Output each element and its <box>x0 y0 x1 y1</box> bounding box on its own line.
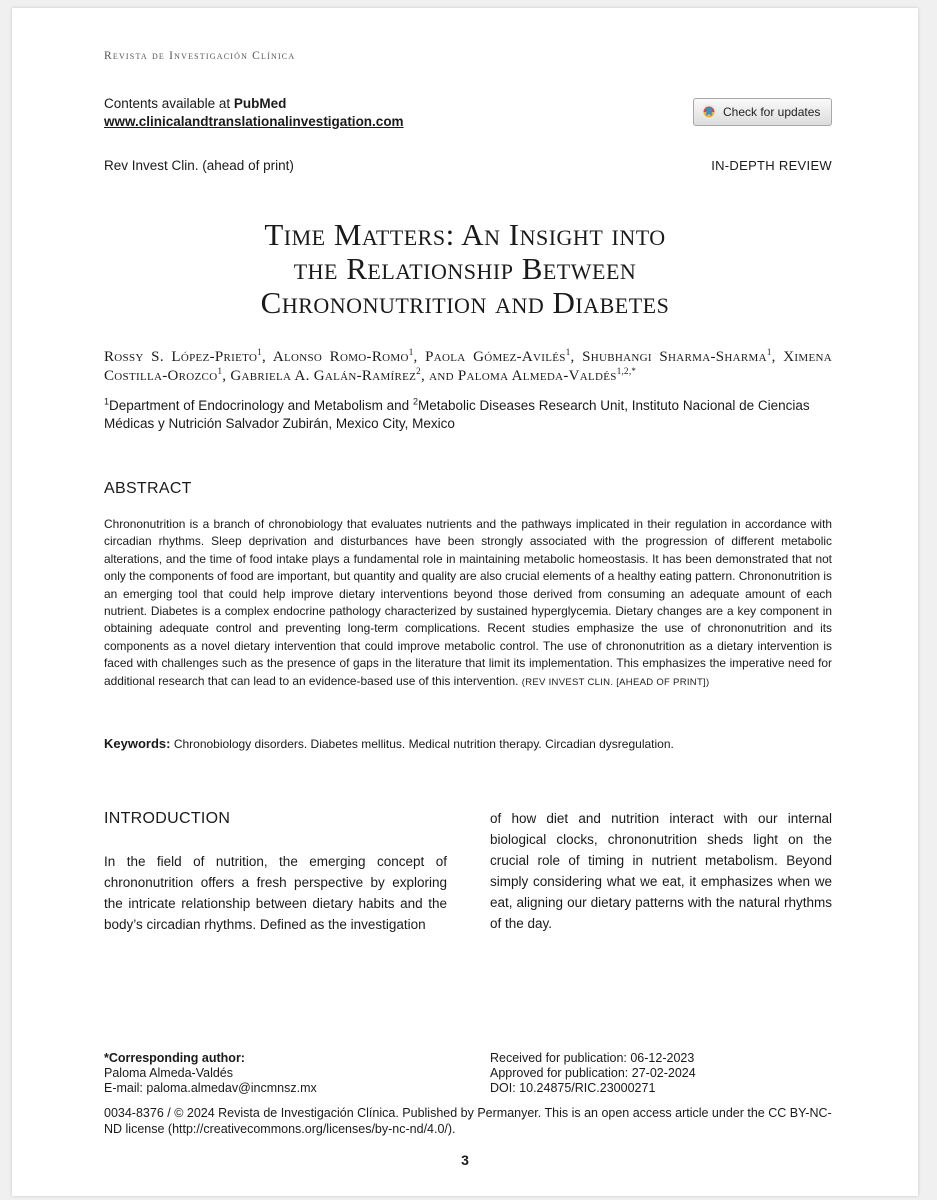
journal-website-link[interactable]: www.clinicalandtranslationalinvestigation.com <box>104 114 404 129</box>
corresponding-author-email[interactable]: E-mail: paloma.almedav@incmnsz.mx <box>104 1081 317 1095</box>
author-list: Rossy S. López-Prieto$^1$, Alonso Romo-Romo$^1$, Paola Gómez-Avilés$^1$, Shubhangi Sharma-Sharma$^1$, Ximena Costilla-Orozco$^1$, Gabriela A. Galán-Ramírez$^2$, and Paloma Almeda-Valdés$^{1,2,*}$ <box>104 347 832 384</box>
author-affiliation-mark: 1 <box>766 347 772 357</box>
author-affiliation-mark: 1 <box>217 366 223 376</box>
author-name: Rossy S. López-Prieto <box>104 349 258 365</box>
keywords <box>104 736 832 751</box>
author-affiliation-mark: 1,2,* <box>616 366 637 376</box>
author-affiliation-mark: 2 <box>416 366 421 376</box>
introduction-heading: INTRODUCTION <box>104 810 231 827</box>
doi[interactable]: DOI: 10.24875/RIC.23000271 <box>490 1081 656 1095</box>
author-name: Paola Gómez-Avilés <box>425 349 566 365</box>
title-line-1: Time Matters: An Insight into <box>264 217 666 252</box>
abstract-body <box>104 516 832 691</box>
abstract-citation-tail: (REV INVEST CLIN. [AHEAD OF PRINT]) <box>521 676 710 688</box>
article-page <box>12 8 918 1196</box>
affiliation-text: Metabolic Diseases Research Unit, Instituto Nacional de Ciencias Médicas y Nutrición Salvador Zubirán, Mexico City, Mexico <box>104 398 810 431</box>
contents-line <box>104 95 404 113</box>
page-number: 3 <box>461 1152 469 1168</box>
article-title <box>12 218 918 320</box>
corresponding-author-name: Paloma Almeda-Valdés <box>104 1066 234 1080</box>
author-affiliation-mark: 1 <box>565 347 571 357</box>
check-for-updates-button[interactable] <box>693 98 832 126</box>
crossmark-icon <box>701 104 717 120</box>
approved-date: Approved for publication: 27-02-2024 <box>490 1066 696 1080</box>
author-name: Paloma Almeda-Valdés <box>457 368 617 384</box>
introduction-left-column: In the field of nutrition, the emerging concept of chrononutrition offers a fresh perspective by exploring the intricate relationship between dietary habits and the body’s circadian rhythms. Defined as the investigation <box>104 854 447 932</box>
author-name: Gabriela A. Galán-Ramírez <box>230 368 417 384</box>
pubmed-link[interactable]: PubMed <box>233 96 287 111</box>
citation-line: Rev Invest Clin. (ahead of print) <box>104 158 294 173</box>
author-affiliation-mark: 1 <box>408 347 414 357</box>
abstract-heading: ABSTRACT <box>104 480 192 497</box>
contents-block <box>104 95 404 131</box>
introduction-right-column: of how diet and nutrition interact with our internal biological clocks, chrononutrition sheds light on the crucial role of timing in nutrient metabolism. Beyond simply considering what we eat, it emphasizes when we eat, aligning our dietary patterns with the natural rhythms of the day. <box>490 811 832 931</box>
affiliations <box>104 397 832 433</box>
affiliation-text: Department of Endocrinology and Metabolism and <box>109 398 413 413</box>
corresponding-author-label: *Corresponding author: <box>104 1051 245 1065</box>
author-affiliation-mark: 1 <box>257 347 263 357</box>
check-for-updates-label: Check for updates <box>723 105 821 119</box>
title-line-3: Chrononutrition and Diabetes <box>260 285 670 320</box>
author-name: Ximena Costilla-Orozco <box>104 349 832 384</box>
author-conjunction: and <box>429 368 454 384</box>
affiliation-mark: 2 <box>412 396 418 407</box>
received-date: Received for publication: 06-12-2023 <box>490 1051 695 1065</box>
title-line-2: the Relationship Between <box>293 251 637 286</box>
journal-name: Revista de Investigación Clínica <box>104 50 296 62</box>
article-type: IN-DEPTH REVIEW <box>711 158 832 173</box>
license-notice: 0034-8376 / © 2024 Revista de Investigación Clínica. Published by Permanyer. This is an open access article under the CC BY-NC-ND license (http://creativecommons.org/licenses/by-nc-nd/4.0/). <box>104 1106 832 1136</box>
keywords-label: Keywords: <box>104 736 171 751</box>
author-name: Alonso Romo-Romo <box>272 349 409 365</box>
abstract-text: Chrononutrition is a branch of chronobiology that evaluates nutrients and the pathways implicated in their regulation in accordance with circadian rhythms. Sleep deprivation and disturbances have been strongly associated with the progression of different metabolic alterations, and the time of food intake plays a fundamental role in maintaining metabolic homeostasis. It has been demonstrated that not only the components of food are important, but quantity and quality are also crucial elements of a healthy eating pattern. Chrononutrition is an emerging tool that could help improve dietary interventions beyond those derived from consuming an adequate amount of each nutrient. Diabetes is a complex endocrine pathology characterized by sustained hyperglycemia. Dietary changes are a key component in obtaining adequate control and preventing long-term complications. Recent studies emphasize the use of chrononutrition and its components as a novel dietary intervention that could improve metabolic control. The use of chrononutrition as a dietary intervention is faced with challenges such as the presence of gaps in the literature that limit its implementation. This emphasizes the imperative need for additional research that can lead to an evidence-based use of this intervention. <box>104 517 832 688</box>
keywords-text: Chronobiology disorders. Diabetes mellitus. Medical nutrition therapy. Circadian dysregulation. <box>173 737 674 751</box>
contents-prefix: Contents available at <box>104 96 231 111</box>
affiliation-mark: 1 <box>104 396 110 407</box>
author-name: Shubhangi Sharma-Sharma <box>582 349 767 365</box>
